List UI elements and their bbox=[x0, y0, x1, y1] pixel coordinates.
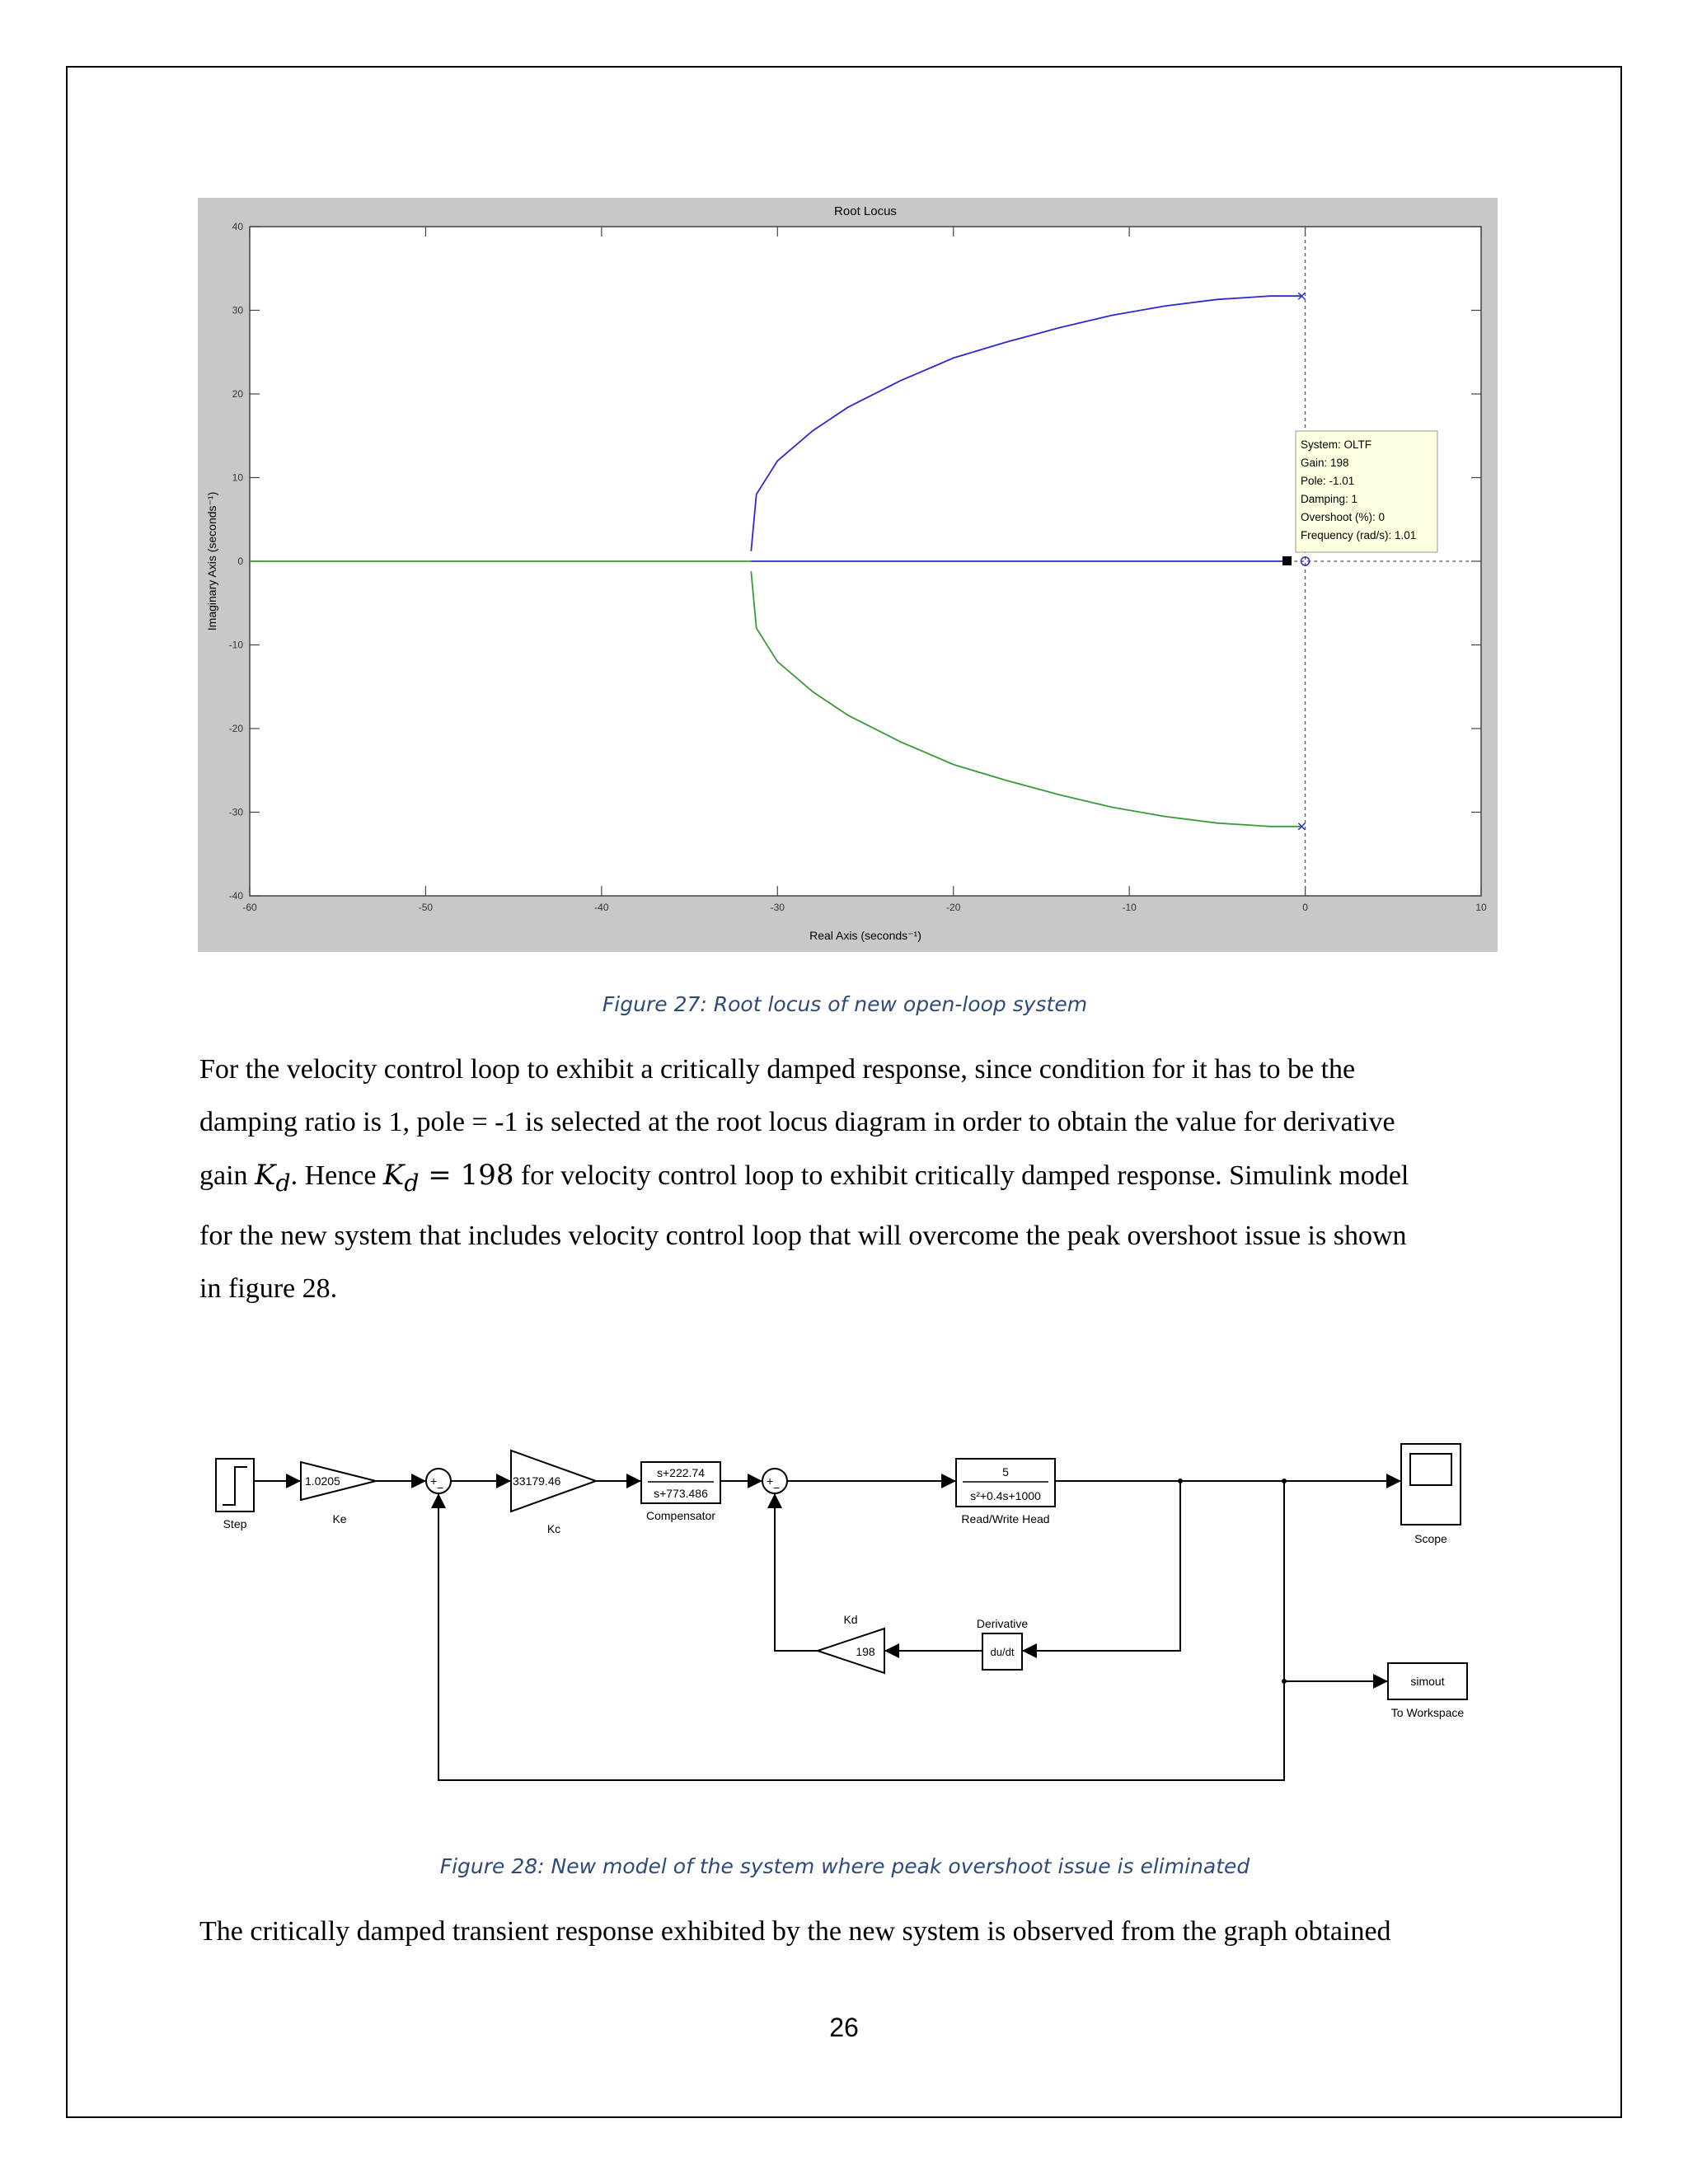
ke-gain-block[interactable] bbox=[301, 1462, 376, 1526]
x-tick-label: -30 bbox=[770, 902, 785, 913]
kc-gain-block[interactable] bbox=[511, 1451, 596, 1535]
datatip-line: Gain: 198 bbox=[1301, 457, 1349, 469]
x-axis-label: Real Axis (seconds⁻¹) bbox=[809, 929, 921, 942]
paragraph-line: For the velocity control loop to exhibit a critically damped response, since condition for it has to be the bbox=[199, 1054, 1356, 1085]
datatip-line: Damping: 1 bbox=[1301, 493, 1358, 505]
compensator-numerator: s+222.74 bbox=[657, 1466, 705, 1479]
svg-text:−: − bbox=[437, 1481, 444, 1494]
paragraph-line: for the new system that includes velocity control loop that will overcome the peak overshoot issue is shown bbox=[199, 1220, 1407, 1251]
y-tick-label: 10 bbox=[232, 471, 243, 484]
kd-gain-block[interactable] bbox=[818, 1613, 884, 1673]
paragraph-line: damping ratio is 1, pole = -1 is selected at the root locus diagram in order to obtain the value for derivative bbox=[199, 1107, 1395, 1137]
figure-27-caption: Figure 27: Root locus of new open-loop system bbox=[602, 992, 1088, 1016]
branch-point bbox=[1282, 1479, 1287, 1483]
kc-value: 33179.46 bbox=[513, 1474, 561, 1488]
rw-numerator: 5 bbox=[1002, 1465, 1009, 1479]
signal-lines bbox=[254, 1481, 1401, 1780]
root-locus-figure bbox=[198, 198, 1498, 952]
compensator-block[interactable] bbox=[641, 1462, 720, 1522]
rw-denominator: s²+0.4s+1000 bbox=[970, 1489, 1041, 1502]
kd-value: 198 bbox=[856, 1645, 875, 1658]
ke-value: 1.0205 bbox=[305, 1474, 340, 1488]
kd-label: Kd bbox=[843, 1613, 858, 1626]
paragraph-line: The critically damped transient response exhibited by the new system is observed from the graph obtained bbox=[199, 1916, 1391, 1947]
scope-block[interactable] bbox=[1401, 1444, 1461, 1545]
workspace-value: simout bbox=[1410, 1675, 1445, 1688]
x-tick-label: -20 bbox=[946, 902, 961, 913]
kc-label: Kc bbox=[546, 1522, 561, 1535]
y-tick-label: -30 bbox=[228, 806, 243, 818]
body-paragraph bbox=[199, 1905, 1490, 1958]
x-tick-label: -10 bbox=[1122, 902, 1137, 913]
kd-symbol: $K_d$ bbox=[255, 1159, 291, 1197]
y-tick-label: 20 bbox=[232, 388, 243, 400]
page-number: 26 bbox=[829, 2013, 859, 2042]
datatip-line: Overshoot (%): 0 bbox=[1301, 511, 1386, 523]
kd-symbol: $K_d$ bbox=[382, 1159, 420, 1197]
scope-label: Scope bbox=[1414, 1532, 1447, 1545]
datatip-line: System: OLTF bbox=[1301, 438, 1372, 451]
step-block[interactable] bbox=[216, 1459, 254, 1530]
y-axis-label: Imaginary Axis (seconds⁻¹) bbox=[205, 491, 218, 631]
y-tick-label: -10 bbox=[228, 639, 243, 651]
rw-label: Read/Write Head bbox=[961, 1512, 1050, 1526]
compensator-denominator: s+773.486 bbox=[654, 1487, 708, 1500]
read-write-head-block[interactable] bbox=[956, 1459, 1055, 1526]
svg-text:−: − bbox=[773, 1481, 781, 1494]
derivative-label: Derivative bbox=[976, 1617, 1029, 1630]
y-tick-label: 40 bbox=[232, 221, 243, 232]
datatip-line: Frequency (rad/s): 1.01 bbox=[1301, 529, 1417, 541]
workspace-label: To Workspace bbox=[1390, 1706, 1465, 1719]
sum-junction-2[interactable] bbox=[762, 1469, 787, 1494]
datatip[interactable] bbox=[1296, 431, 1437, 552]
to-workspace-block[interactable] bbox=[1388, 1663, 1467, 1719]
derivative-block[interactable] bbox=[977, 1617, 1028, 1670]
ke-label: Ke bbox=[332, 1512, 347, 1526]
y-tick-label: 30 bbox=[232, 304, 243, 316]
x-tick-label: 10 bbox=[1475, 902, 1487, 913]
derivative-value: du/dt bbox=[990, 1646, 1015, 1658]
svg-text:+: + bbox=[767, 1474, 774, 1488]
compensator-label: Compensator bbox=[645, 1509, 716, 1522]
x-tick-label: -50 bbox=[418, 902, 434, 913]
chart-title: Root Locus bbox=[834, 204, 897, 218]
datatip-line: Pole: -1.01 bbox=[1301, 475, 1355, 487]
selected-point-marker[interactable] bbox=[1282, 556, 1292, 565]
x-tick-label: 0 bbox=[1302, 902, 1308, 913]
simulink-model-figure bbox=[198, 1426, 1492, 1813]
x-tick-label: -60 bbox=[242, 902, 257, 913]
paragraph-line: in figure 28. bbox=[199, 1272, 338, 1304]
y-tick-label: -40 bbox=[228, 890, 243, 902]
x-tick-label: -40 bbox=[594, 902, 609, 913]
sum-junction-1[interactable] bbox=[426, 1469, 451, 1494]
body-paragraph bbox=[199, 1043, 1490, 1315]
figure-28-caption: Figure 28: New model of the system where peak overshoot issue is eliminated bbox=[439, 1854, 1250, 1878]
y-tick-label: 0 bbox=[237, 555, 243, 567]
branch-point bbox=[1178, 1479, 1183, 1483]
step-label: Step bbox=[223, 1517, 247, 1530]
svg-text:+: + bbox=[430, 1474, 438, 1488]
y-tick-label: -20 bbox=[228, 723, 243, 734]
branch-point bbox=[1282, 1679, 1287, 1684]
paragraph-line: gain $K_d$. Hence $K_d = 198$ for velocity control loop to exhibit critically damped response. Simulink model bbox=[199, 1159, 1409, 1197]
